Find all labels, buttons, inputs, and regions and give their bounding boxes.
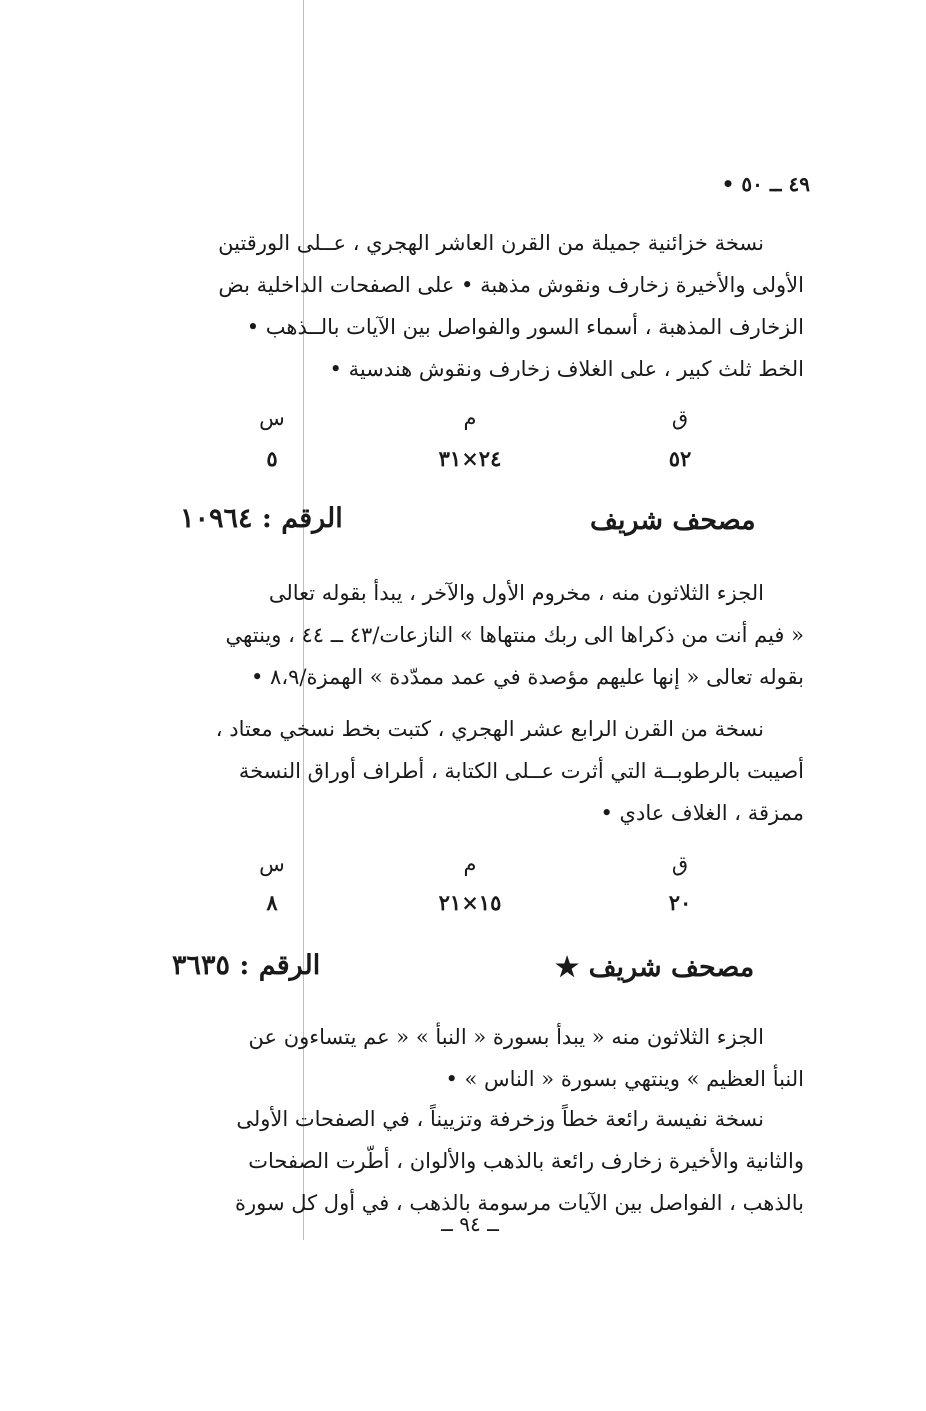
entry2-notes (138, 708, 804, 834)
text-line: الأولى والأخيرة زخارف ونقوش مذهبة • على الصفحات الداخلية بض (218, 273, 804, 297)
entry3-description (138, 1016, 804, 1100)
measure-value-m: ١٥×٢١ (438, 890, 502, 915)
measure-label-m: م (463, 406, 477, 430)
entry3-title: مصحف شريف ★ (555, 952, 755, 983)
measure-label-s: س (259, 406, 285, 430)
text-line: والثانية والأخيرة زخارف رائعة بالذهب والألوان ، أطّرت الصفحات (248, 1149, 804, 1173)
entry2-number: الرقم : ١٠٩٦٤ (180, 503, 343, 534)
page-number: ــ ٩٤ ــ (441, 1212, 499, 1236)
text-line: الخط ثلث كبير ، على الغلاف زخارف ونقوش هندسية • (329, 357, 804, 381)
entry3-notes (138, 1098, 804, 1224)
text-line: النبأ العظيم » وينتهي بسورة « الناس » • (445, 1067, 804, 1091)
text-line: نسخة خزائنية جميلة من القرن العاشر الهجري ، عــلى الورقتين (218, 231, 764, 255)
measure-label-m: م (463, 852, 477, 876)
text-line: بالذهب ، الفواصل بين الآيات مرسومة بالذهب ، في أول كل سورة (234, 1191, 804, 1215)
measure-value-q: ٢٠ (668, 890, 692, 915)
text-line: نسخة نفيسة رائعة خطاً وزخرفة وتزييناً ، في الصفحات الأولى (236, 1107, 764, 1131)
entry1-description (138, 222, 804, 390)
text-line: الزخارف المذهبة ، أسماء السور والفواصل بين الآيات بالــذهب • (246, 315, 804, 339)
measure-label-s: س (259, 852, 285, 876)
text-line: بقوله تعالى « إنها عليهم مؤصدة في عمد ممدّدة » الهمزة/٨،٩ • (250, 665, 804, 689)
text-line: ممزقة ، الغلاف عادي • (600, 801, 804, 825)
page-reference: ٤٩ ــ ٥٠ • (721, 172, 810, 196)
entry2-title: مصحف شريف (590, 505, 756, 536)
text-line: أصيبت بالرطوبــة التي أثرت عــلى الكتابة ، أطراف أوراق النسخة (238, 759, 804, 783)
measure-label-q: ق (671, 852, 689, 876)
text-line: الجزء الثلاثون منه ، مخروم الأول والآخر ، يبدأ بقوله تعالى (268, 581, 764, 605)
measure-value-s: ٥ (266, 446, 278, 471)
measure-value-q: ٥٢ (668, 446, 692, 471)
text-line: نسخة من القرن الرابع عشر الهجري ، كتبت بخط نسخي معتاد ، (215, 717, 764, 741)
text-line: « فيم أنت من ذكراها الى ربك منتهاها » النازعات/٤٣ ــ ٤٤ ، وينتهي (225, 623, 804, 647)
measure-value-m: ٢٤×٣١ (438, 446, 502, 471)
measure-label-q: ق (671, 406, 689, 430)
measure-value-s: ٨ (266, 890, 278, 915)
entry3-number: الرقم : ٣٦٣٥ (172, 950, 321, 981)
entry2-description (138, 572, 804, 698)
text-line: الجزء الثلاثون منه « يبدأ بسورة « النبأ » « عم يتساءون عن (248, 1025, 764, 1049)
